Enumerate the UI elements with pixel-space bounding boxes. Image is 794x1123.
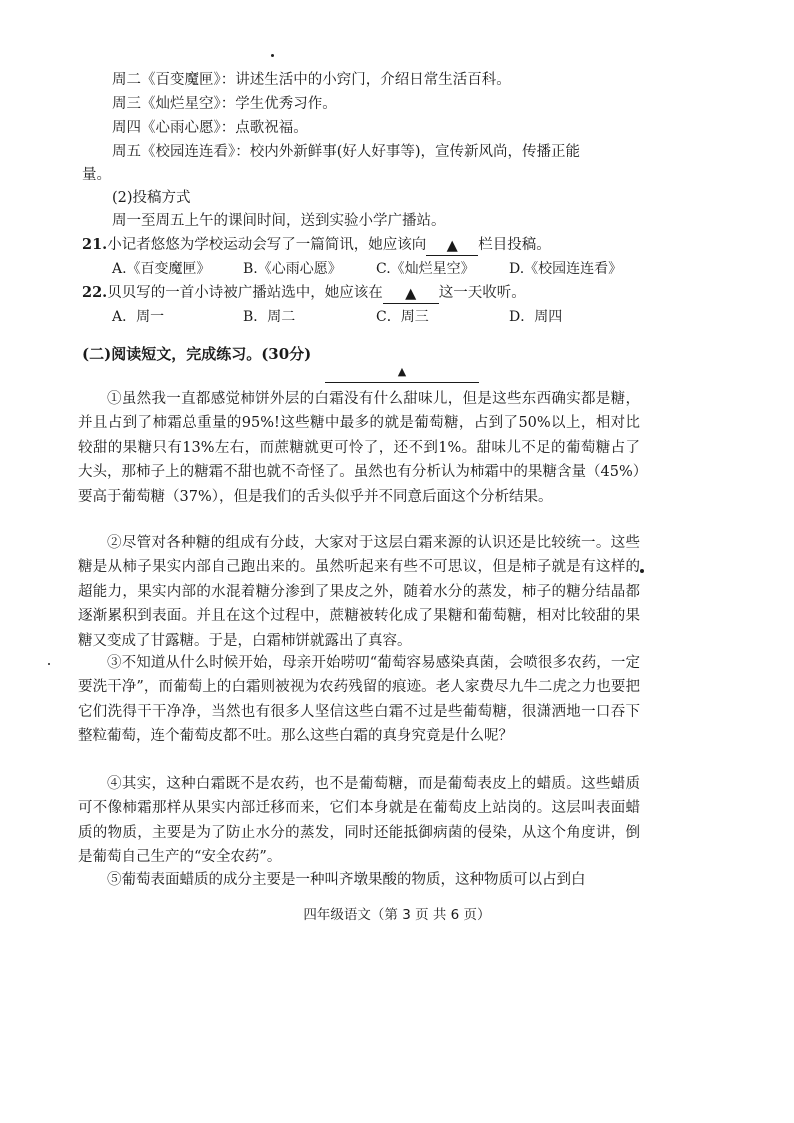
answer-blank[interactable]: ▲	[383, 285, 439, 304]
q22-option-b[interactable]: B．周二	[243, 309, 296, 325]
question-22	[82, 284, 526, 303]
q21-option-a[interactable]: A.《百变魔匣》	[112, 261, 211, 277]
submit-text: 周一至周五上午的课间时间，送到实验小学广播站。	[112, 213, 446, 229]
submit-heading: (2)投稿方式	[112, 190, 191, 206]
q21-option-d[interactable]: D.《校园连连看》	[509, 261, 623, 277]
question-text-end: 这一天收听。	[438, 285, 526, 301]
passage-paragraph-4: ④其实，这种白霜既不是农药，也不是葡萄糖，而是葡萄表皮上的蜡质。这些蜡质可不像柿霜那样从果实内部迁移而来，它们本身就是在葡萄皮上站岗的。这层叫表面蜡质的物质，主要是为了防止水分的蒸发，同时还能抵御病菌的侵染，从这个角度讲，倒是葡萄自己生产的“安全农药”。	[78, 776, 640, 866]
passage-paragraph-3: ③不知道从什么时候开始，母亲开始唠叨“葡萄容易感染真菌，会喷很多农药，一定要洗干净”，而葡萄上的白霜则被视为农药残留的痕迹。老人家费尽九牛二虎之力也要把它们洗得干干净净，当然也有很多人坚信这些白霜不过是些葡萄糖，很潇洒地一口吞下整粒葡萄，连个葡萄皮都不吐。那么这些白霜的真身究竟是什么呢？	[78, 655, 640, 745]
q22-option-a[interactable]: A．周一	[112, 309, 165, 325]
page-footer: 四年级语文（第 3 页 共 6 页）	[303, 907, 491, 923]
schedule-wednesday: 周三《灿烂星空》：学生优秀习作。	[112, 96, 337, 112]
q22-option-c[interactable]: C．周三	[376, 309, 429, 325]
question-number: 21.	[82, 236, 108, 253]
question-number: 22.	[82, 284, 108, 301]
passage-title-blank[interactable]: ▲	[325, 366, 479, 383]
schedule-tuesday: 周二《百变魔匣》：讲述生活中的小窍门，介绍日常生活百科。	[112, 72, 511, 88]
scan-speck	[48, 663, 50, 665]
answer-blank[interactable]: ▲	[426, 237, 478, 256]
q21-option-c[interactable]: C.《灿烂星空》	[376, 261, 475, 277]
question-text-end: 栏目投稿。	[478, 237, 551, 253]
q21-option-b[interactable]: B.《心雨心愿》	[243, 261, 342, 277]
scan-speck	[640, 569, 644, 573]
question-text: 小记者悠悠为学校运动会写了一篇简讯，她应该向	[107, 237, 427, 253]
question-21	[82, 236, 551, 255]
q22-option-d[interactable]: D．周四	[509, 309, 563, 325]
scan-speck	[271, 54, 274, 57]
passage-paragraph-1: ①虽然我一直都感觉柿饼外层的白霜没有什么甜味儿，但是这些东西确实都是糖，并且占到了柿霜总重量的95%!这些糖中最多的就是葡萄糖，占到了50%以上，相对比较甜的果糖只有13%左右，而蔗糖就更可怜了，还不到1%。甜味儿不足的葡萄糖占了大头，那柿子上的糖霜不甜也就不奇怪了。虽然也有分析认为柿霜中的果糖含量（45%）要高于葡萄糖（37%），但是我们的舌头似乎并不同意后面这个分析结果。	[78, 391, 640, 505]
schedule-thursday: 周四《心雨心愿》：点歌祝福。	[112, 120, 308, 136]
passage-paragraph-5: ⑤葡萄表面蜡质的成分主要是一种叫齐墩果酸的物质，这种物质可以占到白	[107, 872, 586, 888]
schedule-friday-line2: 量。	[82, 167, 111, 183]
section-title: (二)阅读短文，完成练习。(30分)	[82, 345, 312, 363]
schedule-friday-line1: 周五《校园连连看》：校内外新鲜事(好人好事等)，宣传新风尚，传播正能	[112, 144, 581, 160]
question-text: 贝贝写的一首小诗被广播站选中，她应该在	[107, 285, 383, 301]
passage-paragraph-2: ②尽管对各种糖的组成有分歧，大家对于这层白霜来源的认识还是比较统一。这些糖是从柿子果实内部自己跑出来的。虽然听起来有些不可思议，但是柿子就是有这样的超能力，果实内部的水混着糖分渗到了果皮之外，随着水分的蒸发，柿子的糖分结晶都逐渐累积到表面。并且在这个过程中，蔗糖被转化成了果糖和葡萄糖，相对比较甜的果糖又变成了甘露糖。于是，白霜柿饼就露出了真容。	[78, 535, 640, 649]
